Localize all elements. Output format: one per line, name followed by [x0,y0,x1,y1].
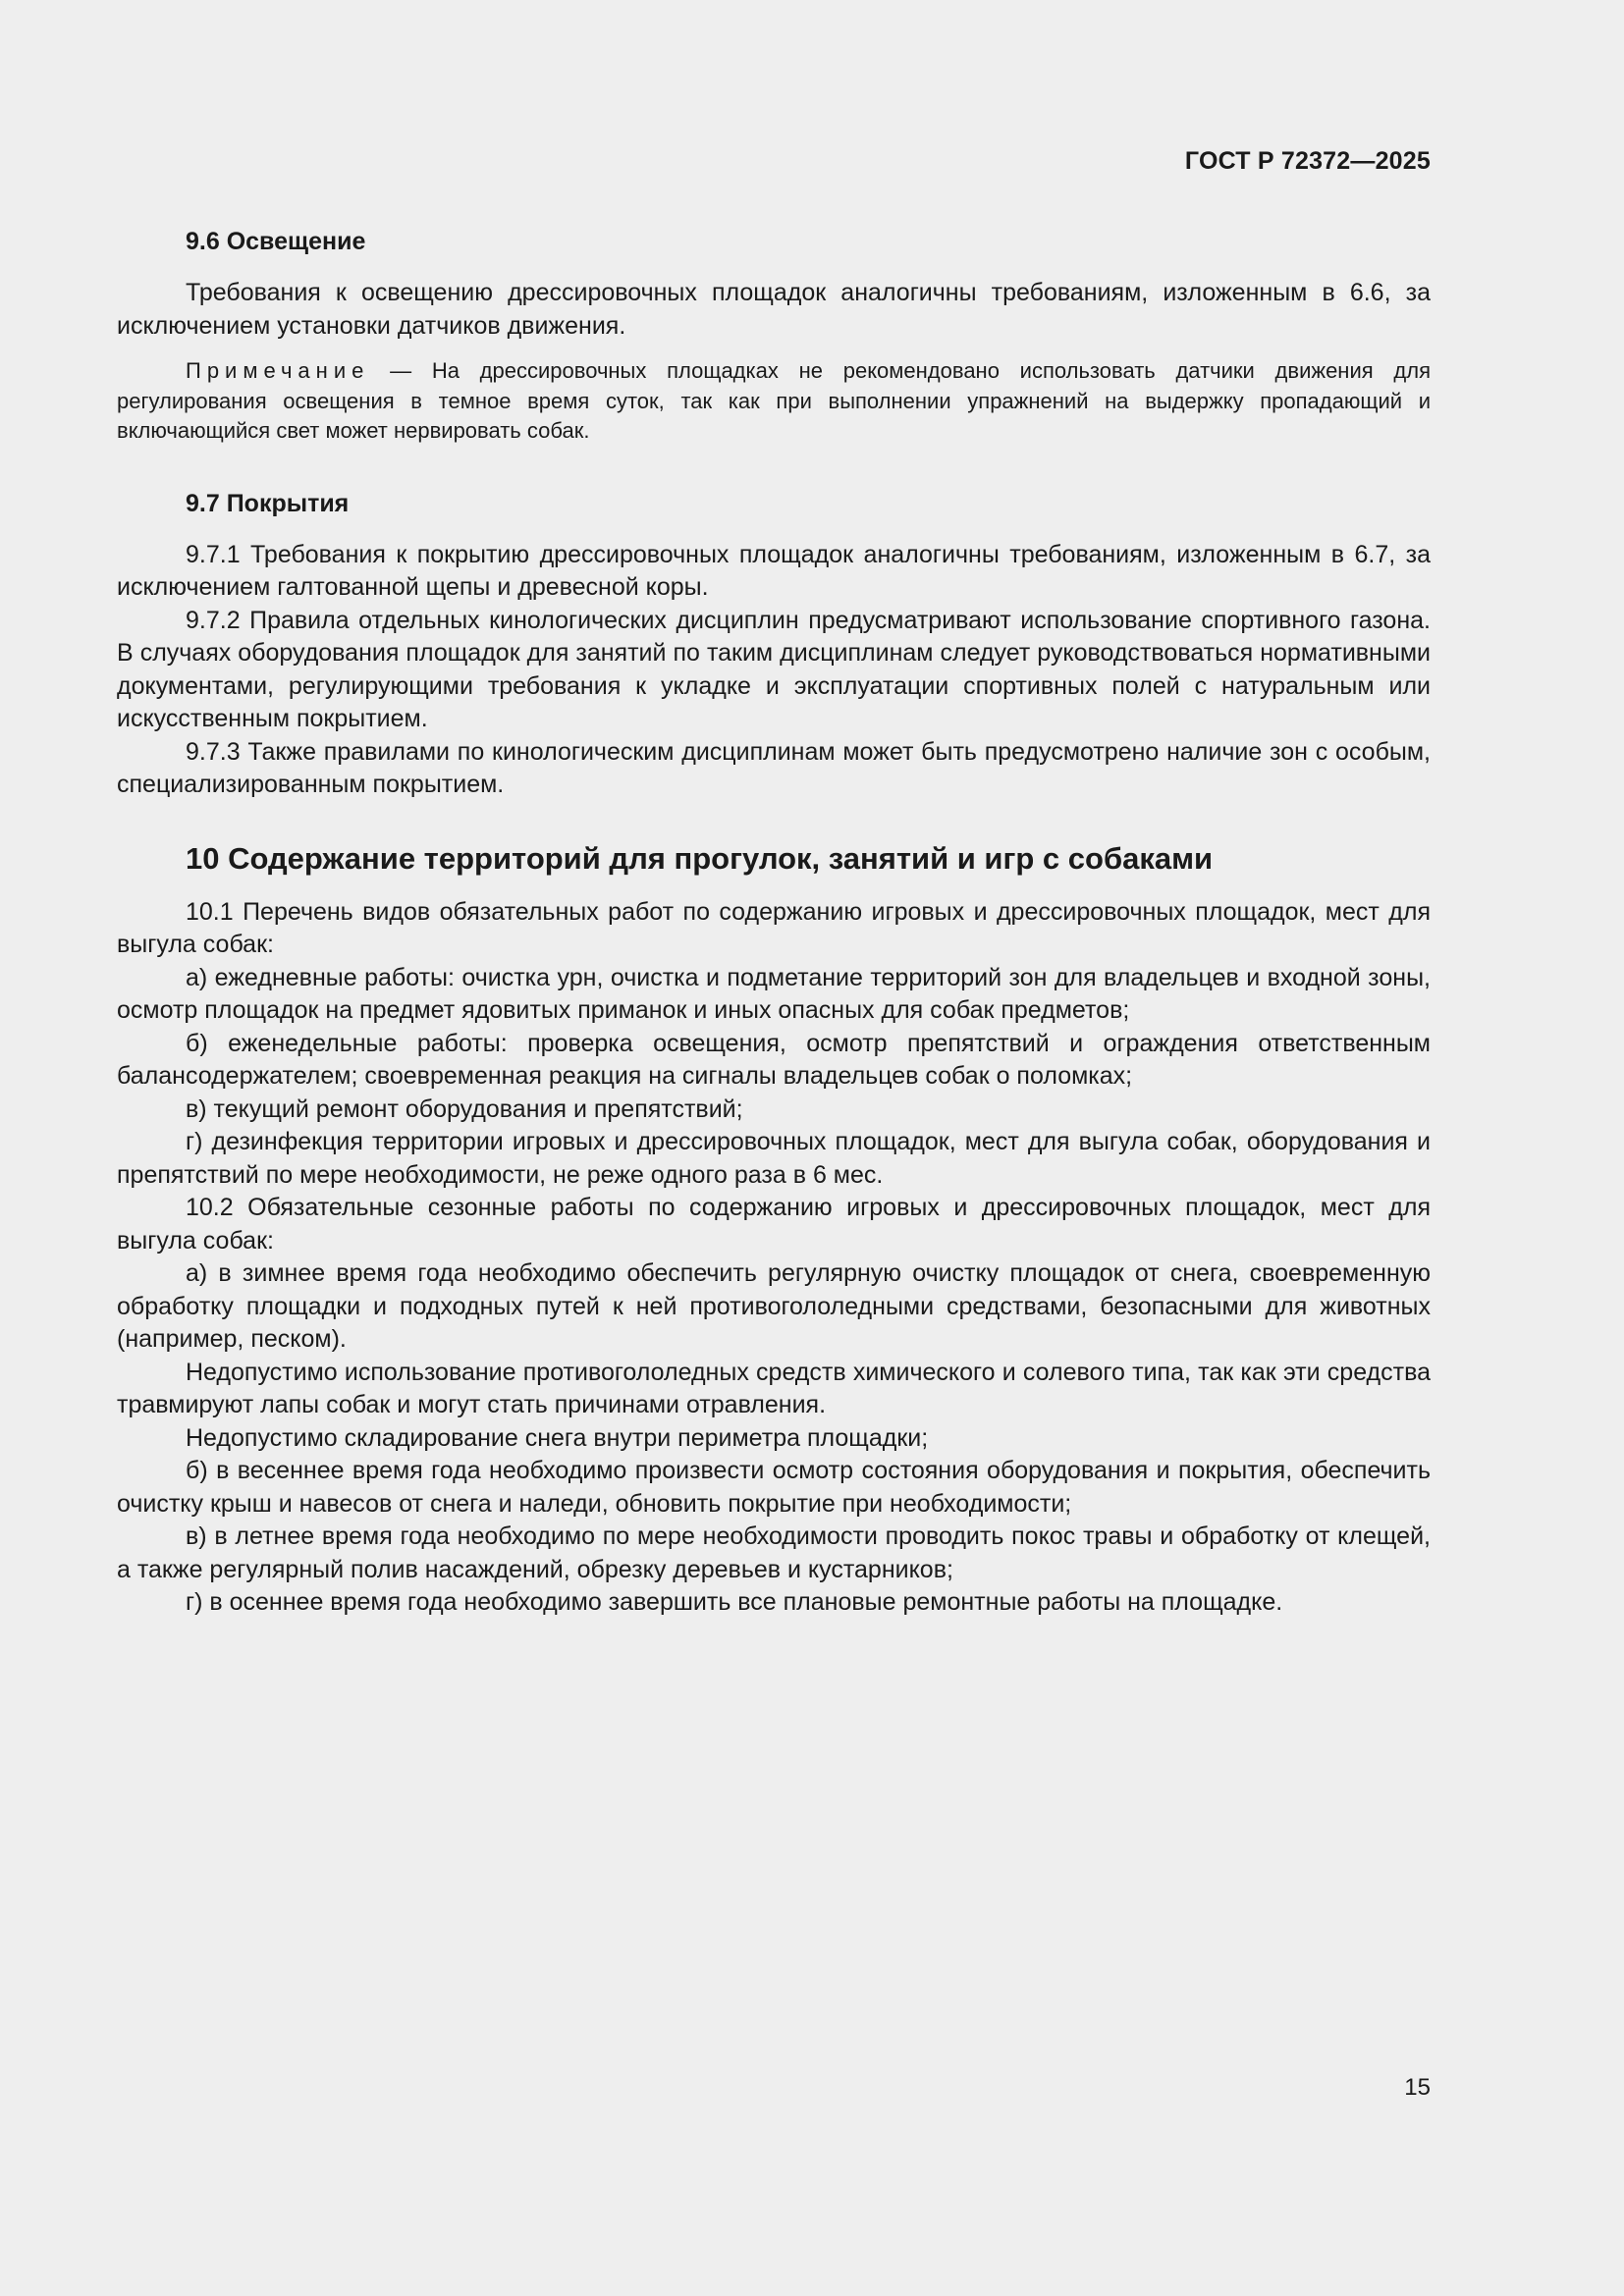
note-label: Примечание [186,358,370,383]
section-10-paragraph: а) ежедневные работы: очистка урн, очистка и подметание территорий зон для владельцев и входной зоны, осмотр площадок на предмет ядовитых приманок и иных опасных для собак предметов; [117,963,1431,1024]
section-10-paragraph: в) в летнее время года необходимо по мере необходимости проводить покос травы и обработку от клещей, а также регулярный полив насаждений, обрезку деревьев и кустарников; [117,1522,1431,1583]
section-10-paragraph: 10.2 Обязательные сезонные работы по содержанию игровых и дрессировочных площадок, мест для выгула собак: [117,1194,1431,1255]
section-10-paragraph: Недопустимо складирование снега внутри периметра площадки; [186,1423,929,1452]
document-header: ГОСТ Р 72372—2025 [1184,147,1431,175]
section-10-paragraph: б) в весеннее время года необходимо произвести осмотр состояния оборудования и покрытия, обеспечить очистку крыш и навесов от снега и наледи, обновить покрытие при необходимости; [117,1457,1431,1518]
document-body [117,224,1431,1620]
section-10-title: 10 Содержание территорий для прогулок, занятий и игр с собаками [186,840,1214,876]
section-10-paragraph: г) дезинфекция территории игровых и дрессировочных площадок, мест для выгула собак, оборудования и препятствий по мере необходимости, не реже одного раза в 6 мес. [117,1128,1431,1189]
section-10-paragraph: б) еженедельные работы: проверка освещения, осмотр препятствий и ограждения ответственным балансодержателем; своевременная реакция на сигналы владельцев собак о поломках; [117,1029,1431,1090]
section-9-7-1-paragraph: 9.7.1 Требования к покрытию дрессировочных площадок аналогичны требованиям, изложенным в 6.7, за исключением галтованной щепы и древесной коры. [117,540,1431,601]
section-10-paragraph: 10.1 Перечень видов обязательных работ по содержанию игровых и дрессировочных площадок, мест для выгула собак: [117,897,1431,958]
section-9-6-title: 9.6 Освещение [186,228,366,255]
section-10-paragraph: Недопустимо использование противогололедных средств химического и солевого типа, так как эти средства травмируют лапы собак и могут стать причинами отравления. [117,1358,1431,1418]
section-10-paragraph: в) текущий ремонт оборудования и препятствий; [186,1095,743,1123]
section-9-7-3-paragraph: 9.7.3 Также правилами по кинологическим дисциплинам может быть предусмотрено наличие зон с особым, специализированным покрытием. [117,737,1431,798]
section-10-paragraph: а) в зимнее время года необходимо обеспечить регулярную очистку площадок от снега, своевременную обработку площадки и подходных путей к ней противогололедными средствами, безопасными для животных (например, песком). [117,1259,1431,1353]
page-number: 15 [1404,2074,1431,2101]
note-text: — На дрессировочных площадках не рекомендовано использовать датчики движения для регулирования освещения в темное время суток, так как при выполнении упражнений на выдержку пропадающий и включающийся свет может нервировать собак. [117,358,1431,443]
section-10-paragraph: г) в осеннее время года необходимо завершить все плановые ремонтные работы на площадке. [186,1588,1283,1616]
section-9-6-paragraph: Требования к освещению дрессировочных площадок аналогичны требованиям, изложенным в 6.6, за исключением установки датчиков движения. [117,279,1431,340]
section-9-7-2-paragraph: 9.7.2 Правила отдельных кинологических дисциплин предусматривают использование спортивного газона. В случаях оборудования площадок для занятий по таким дисциплинам следует руководствоваться нормативными документами, регулирующими требования к укладке и эксплуатации спортивных полей с натуральным или искусственным покрытием. [117,606,1431,732]
section-9-7-title: 9.7 Покрытия [186,489,350,517]
section-9-6-note [117,356,1431,447]
